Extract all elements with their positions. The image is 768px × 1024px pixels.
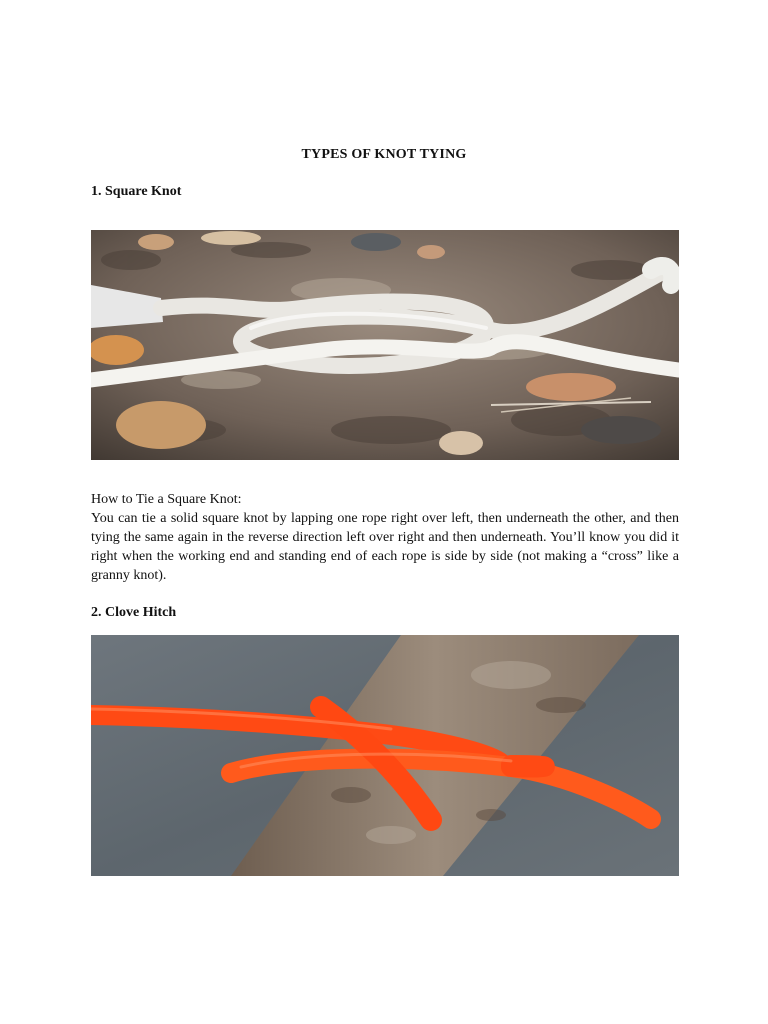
square-knot-text bbox=[91, 490, 679, 585]
clove-hitch-photo bbox=[91, 635, 679, 876]
square-knot-photo bbox=[91, 230, 679, 460]
square-knot-paragraph: You can tie a solid square knot by lapping one rope right over left, then underneath the other, and then tying the same again in the reverse direction left over right and then underneath. You’ll know you did it right when the working end and standing end of each rope is side by side (not making a “cross” like a granny knot). bbox=[91, 511, 679, 583]
clove-hitch-illustration bbox=[91, 635, 679, 876]
section-heading-square-knot: 1. Square Knot bbox=[91, 184, 182, 199]
section-heading-clove-hitch: 2. Clove Hitch bbox=[91, 605, 177, 620]
square-knot-illustration bbox=[91, 230, 679, 460]
square-knot-subheading: How to Tie a Square Knot: bbox=[91, 492, 242, 507]
document-title: TYPES OF KNOT TYING bbox=[301, 147, 467, 162]
